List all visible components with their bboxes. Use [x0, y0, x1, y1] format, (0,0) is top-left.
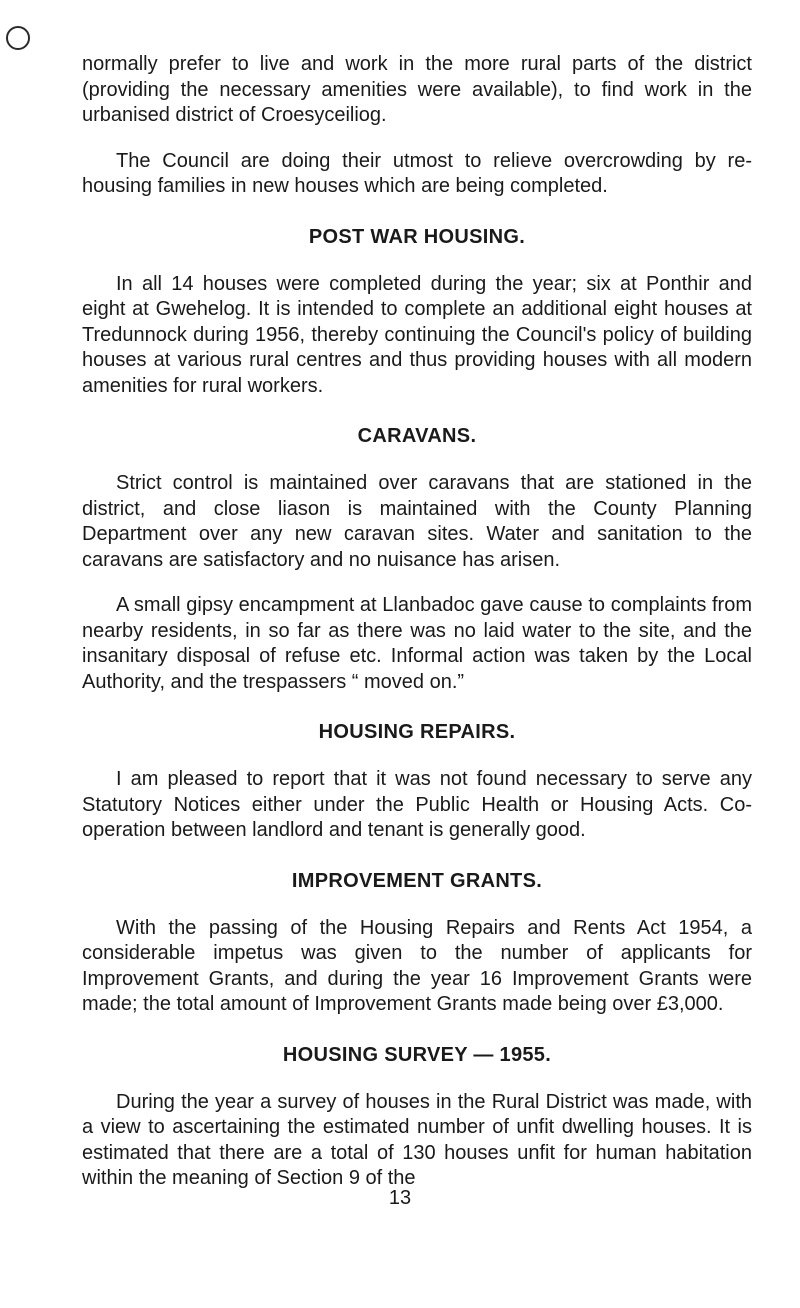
heading-housing-survey: HOUSING SURVEY — 1955. — [282, 1043, 552, 1066]
paragraph-post-war-housing: In all 14 houses were completed during the year; six at Ponthir and eight at Gwehelog. It is intended to complete an additional eight houses at Tredunnock during 1956, thereby continuing the Council's policy of building houses at various rural centres and thus providing houses with all modern amenities for rural workers. — [82, 272, 752, 397]
heading-caravans: CARAVANS. — [357, 425, 477, 447]
paragraph-caravans-control: Strict control is maintained over caravans that are stationed in the district, and close liason is maintained with the County Planning Department over any new caravan sites. Water and sanitation to the caravans are satisfactory and no nuisance has arisen. — [82, 472, 752, 571]
heading-improvement-grants: IMPROVEMENT GRANTS. — [291, 869, 543, 892]
paragraph-continuation: normally prefer to live and work in the more rural parts of the district (providing the necessary amenities were available), to find work in the urbanised district of Croesyceiliog. — [82, 53, 752, 126]
document-page — [82, 52, 752, 1192]
heading-housing-repairs: HOUSING REPAIRS. — [318, 721, 516, 743]
paragraph-housing-survey: During the year a survey of houses in the Rural District was made, with a view to ascertaining the estimated number of unfit dwelling houses. It is estimated that there are a total of 130 houses unfit for human habitation within the meaning of Section 9 of the — [82, 1090, 752, 1189]
punch-hole-mark — [6, 26, 30, 50]
paragraph-housing-repairs: I am pleased to report that it was not found necessary to serve any Statutory Notices either under the Public Health or Housing Acts. Co-operation between landlord and tenant is generally good. — [82, 768, 752, 841]
paragraph-gipsy-encampment: A small gipsy encampment at Llanbadoc gave cause to complaints from nearby residents, in so far as there was no laid water to the site, and the insanitary disposal of refuse etc. Informal action was taken by the Local Authority, and the trespassers “ moved on.” — [82, 594, 752, 693]
page-number: 13 — [388, 1187, 412, 1209]
paragraph-improvement-grants: With the passing of the Housing Repairs and Rents Act 1954, a considerable impetus was given to the number of applicants for Improvement Grants, and during the year 16 Improvement Grants were made; the total amount of Improvement Grants made being over £3,000. — [82, 916, 752, 1015]
paragraph-overcrowding: The Council are doing their utmost to relieve overcrowding by re-housing families in new houses which are being completed. — [82, 149, 752, 197]
heading-post-war-housing: POST WAR HOUSING. — [308, 225, 526, 248]
